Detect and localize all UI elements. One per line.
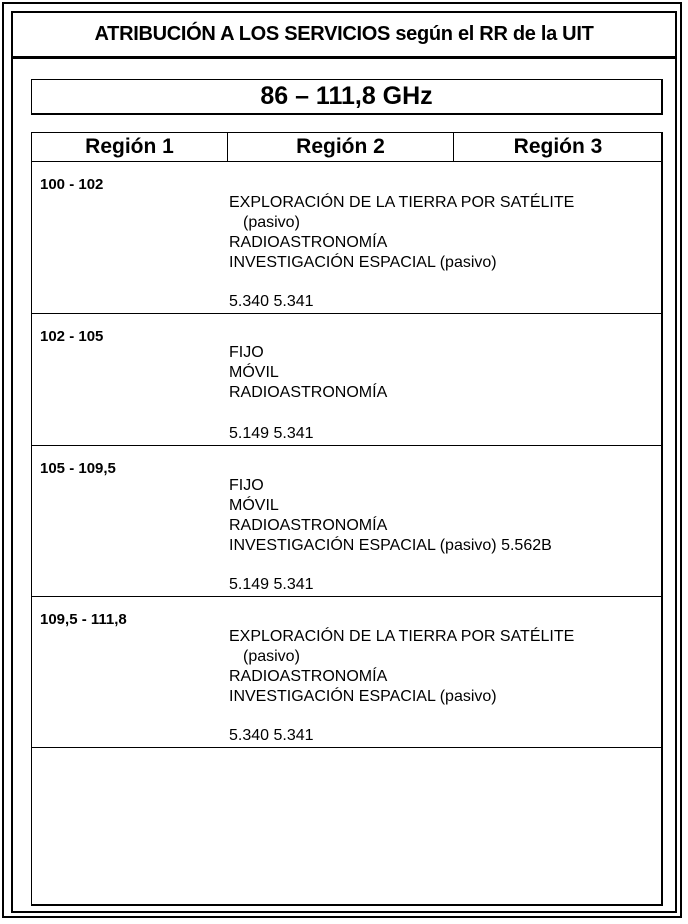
service-list	[229, 627, 574, 707]
service-list	[229, 343, 387, 403]
service-line: FIJO	[229, 344, 264, 361]
service-line: RADIOASTRONOMÍA	[229, 234, 388, 251]
table-row	[32, 597, 662, 748]
header-region-3: Región 3	[454, 133, 662, 162]
allocation-table	[31, 132, 663, 906]
service-line: INVESTIGACIÓN ESPACIAL (pasivo)	[229, 254, 497, 271]
service-line: EXPLORACIÓN DE LA TIERRA POR SATÉLITE	[229, 194, 575, 211]
service-list	[229, 476, 552, 556]
footnote-refs: 5.149 5.341	[229, 425, 314, 442]
service-line: RADIOASTRONOMÍA	[229, 517, 388, 534]
document-title: ATRIBUCIÓN A LOS SERVICIOS según el RR de la UIT	[13, 13, 675, 59]
header-region-1: Región 1	[32, 133, 228, 162]
service-line: (pasivo)	[243, 648, 300, 665]
band-label: 100 - 102	[40, 176, 104, 193]
header-region-2: Región 2	[228, 133, 454, 162]
band-label: 102 - 105	[40, 328, 104, 345]
service-line: FIJO	[229, 477, 264, 494]
service-line: MÓVIL	[229, 497, 279, 514]
footnote-refs: 5.340 5.341	[229, 727, 314, 744]
table-row	[32, 446, 662, 597]
empty-table-area	[32, 748, 662, 905]
service-line: MÓVIL	[229, 364, 279, 381]
band-label: 109,5 - 111,8	[40, 611, 127, 628]
service-line: RADIOASTRONOMÍA	[229, 384, 388, 401]
service-line: RADIOASTRONOMÍA	[229, 668, 388, 685]
table-row	[32, 314, 662, 446]
service-line: (pasivo)	[243, 214, 300, 231]
page-frame	[2, 2, 682, 918]
band-label: 105 - 109,5	[40, 460, 116, 477]
service-line: INVESTIGACIÓN ESPACIAL (pasivo)	[229, 688, 497, 705]
service-line: INVESTIGACIÓN ESPACIAL (pasivo) 5.562B	[229, 537, 552, 554]
footnote-refs: 5.149 5.341	[229, 576, 314, 593]
table-row	[32, 162, 662, 314]
footnote-refs: 5.340 5.341	[229, 293, 314, 310]
service-list	[229, 193, 574, 273]
frequency-range-title: 86 – 111,8 GHz	[31, 79, 663, 115]
document-frame	[11, 11, 677, 913]
service-line: EXPLORACIÓN DE LA TIERRA POR SATÉLITE	[229, 628, 575, 645]
